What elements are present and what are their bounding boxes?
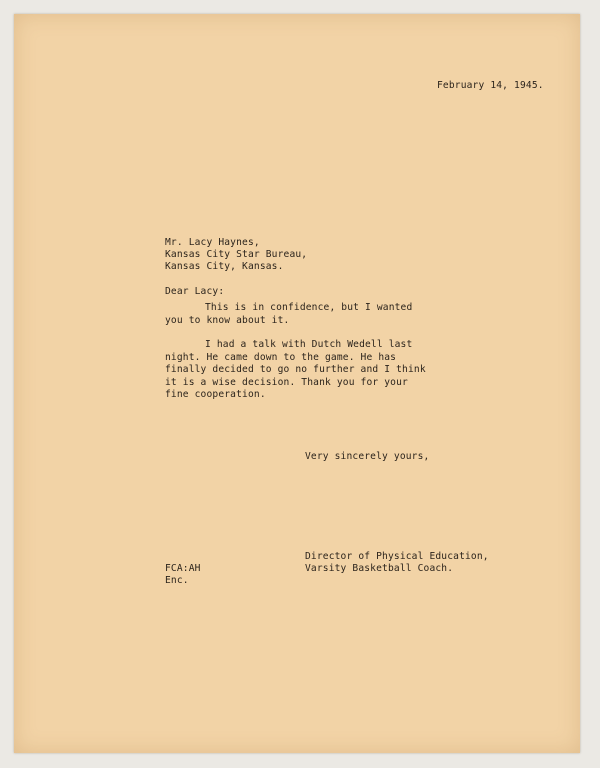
letter-page [14,14,580,753]
salutation: Dear Lacy: [165,286,225,297]
signature-title-line: Director of Physical Education, [305,551,489,562]
complimentary-closing: Very sincerely yours, [305,451,430,462]
signature-title-line: Varsity Basketball Coach. [305,563,454,574]
paragraph-text: I had a talk with Dutch Wedell last night. He came down to the game. He has finally decided to go no further and I think it is a wise decision. Thank you for your fine cooperation. [165,339,426,401]
address-line: Kansas City, Kansas. [165,261,284,272]
address-line: Kansas City Star Bureau, [165,249,308,260]
address-line: Mr. Lacy Haynes, [165,237,260,248]
paragraph [165,339,427,402]
paragraph [165,302,427,327]
typist-initials: FCA:AH [165,563,201,574]
enclosure-note: Enc. [165,575,189,586]
letter-date: February 14, 1945. [437,80,544,91]
paragraph-text: This is in confidence, but I wanted you to know about it. [165,302,413,326]
